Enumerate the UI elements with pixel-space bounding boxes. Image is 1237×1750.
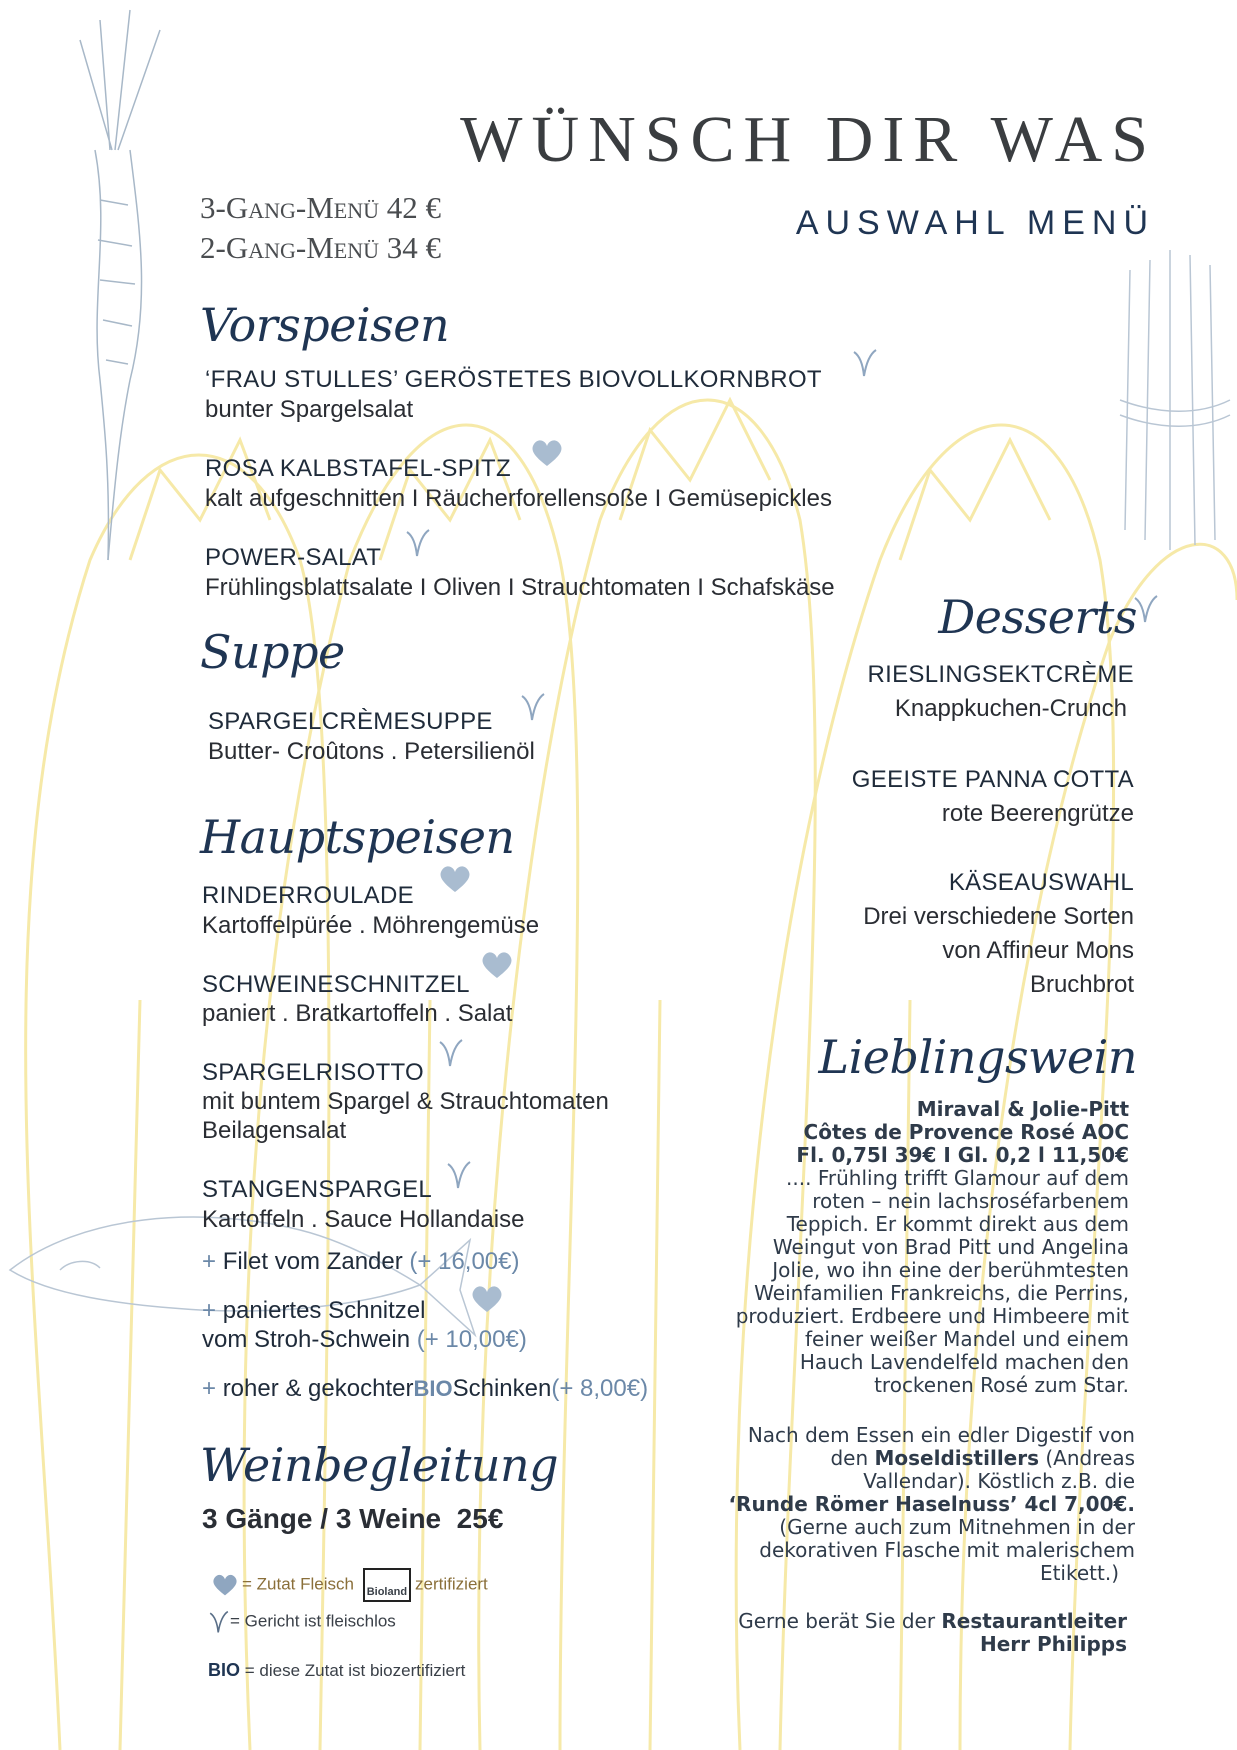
extra-option-zander: + Filet vom Zander (+ 16,00€) bbox=[202, 1248, 520, 1275]
dish-description: paniert . Bratkartoffeln . Salat bbox=[202, 1000, 513, 1027]
dish-name: SCHWEINESCHNITZEL bbox=[202, 971, 470, 998]
digestif-description: Nach dem Essen ein edler Digestif von den Moseldistillers (Andreas Vallendar). Köstlich z.B. die ‘Runde Römer Haselnuss’ 4cl 7,00€. (Gerne auch zum Mitnehmen in der dekorativen Flasche mit malerischem Etikett.) bbox=[728, 1423, 1135, 1585]
dish-name: GEEISTE PANNA COTTA bbox=[851, 766, 1134, 793]
dish-name: RIESLINGSEKTCRÈME bbox=[867, 661, 1134, 688]
veggie-icon bbox=[1133, 594, 1159, 624]
veggie-icon bbox=[405, 528, 431, 558]
dish-name: SPARGELCRÈMESUPPE bbox=[208, 708, 493, 735]
menu-price-2-gang: 2-Gang-Menü 34 € bbox=[200, 230, 441, 265]
dish-name: KÄSEAUSWAHL bbox=[948, 869, 1134, 896]
dish-name: ‘FRAU STULLES’ GERÖSTETES BIOVOLLKORNBROT bbox=[205, 366, 822, 393]
menu-price-3-gang: 3-Gang-Menü 42 € bbox=[200, 190, 441, 225]
page-subtitle: AUSWAHL MENÜ bbox=[795, 204, 1155, 242]
wine-price: Fl. 0,75l 39€ I Gl. 0,2 l 11,50€ bbox=[796, 1143, 1129, 1167]
veggie-icon bbox=[520, 692, 546, 722]
veggie-icon bbox=[208, 1610, 230, 1634]
dish-description: Frühlingsblattsalate I Oliven I Strauchtomaten I Schafskäse bbox=[205, 574, 835, 601]
section-heading-lieblingswein: Lieblingswein bbox=[818, 1030, 1137, 1084]
extra-option-schnitzel: + paniertes Schnitzel bbox=[202, 1297, 426, 1324]
section-heading-hauptspeisen: Hauptspeisen bbox=[200, 810, 515, 864]
wine-pairing-price: 3 Gänge / 3 Weine 25€ bbox=[202, 1503, 504, 1534]
wine-appellation: Côtes de Provence Rosé AOC bbox=[803, 1120, 1129, 1144]
extra-option-schnitzel-line2: vom Stroh-Schwein (+ 10,00€) bbox=[202, 1326, 527, 1353]
extra-option-schinken: + roher & gekochterBIOSchinken(+ 8,00€) bbox=[202, 1375, 649, 1402]
legend-veggie: = Gericht ist fleischlos bbox=[208, 1610, 396, 1634]
dish-description: kalt aufgeschnitten I Räucherforellensoße I Gemüsepickles bbox=[205, 485, 832, 512]
dish-description: mit buntem Spargel & Strauchtomaten bbox=[202, 1088, 609, 1115]
dish-name: SPARGELRISOTTO bbox=[202, 1059, 425, 1086]
bioland-heart-icon bbox=[438, 864, 472, 894]
dish-description: bunter Spargelsalat bbox=[205, 396, 414, 423]
dish-description: von Affineur Mons bbox=[942, 937, 1134, 964]
bioland-heart-icon bbox=[470, 1284, 504, 1314]
dish-description: Drei verschiedene Sorten bbox=[863, 903, 1134, 930]
dish-name: RINDERROULADE bbox=[202, 882, 414, 909]
dish-description: Beilagensalat bbox=[202, 1117, 347, 1144]
dish-description: Kartoffelpürée . Möhrengemüse bbox=[202, 912, 540, 939]
dish-description: rote Beerengrütze bbox=[941, 800, 1134, 827]
dish-name: POWER-SALAT bbox=[205, 544, 382, 571]
bioland-heart-icon bbox=[208, 1573, 242, 1597]
dish-name: ROSA KALBSTAFEL-SPITZ bbox=[205, 455, 511, 482]
bioland-heart-icon bbox=[530, 438, 564, 468]
advice-note: Gerne berät Sie der Restaurantleiter Herr Philipps bbox=[738, 1609, 1127, 1656]
veggie-icon bbox=[852, 348, 878, 378]
section-heading-suppe: Suppe bbox=[200, 625, 345, 679]
section-heading-vorspeisen: Vorspeisen bbox=[200, 298, 450, 352]
dish-description: Kartoffeln . Sauce Hollandaise bbox=[202, 1206, 525, 1233]
dish-name: STANGENSPARGEL bbox=[202, 1176, 433, 1203]
veggie-icon bbox=[438, 1038, 464, 1068]
bio-badge-icon: BIO bbox=[208, 1660, 241, 1680]
dish-description: Knappkuchen-Crunch bbox=[894, 695, 1127, 722]
bioland-heart-icon bbox=[480, 950, 514, 980]
veggie-icon bbox=[446, 1160, 472, 1190]
wine-description: Miraval & Jolie-Pitt Côtes de Provence Rosé AOC Fl. 0,75l 39€ I Gl. 0,2 l 11,50€ .... Frühling trifft Glamour auf dem roten – nein lachsroséfarbenem Teppich. Er kommt direkt aus dem Weingut von Brad Pitt und Angelina Jolie, wo ihn eine der berühmtesten Weinfamilien Frankreichs, die Perrins, produziert. Erdbeere und Himbeere mit feiner weißer Mandel und einem Hauch Lavendelfeld machen den trockenen Rosé zum Star. bbox=[609, 1098, 1129, 1397]
legend-bioland: = Zutat Fleisch Bioland zertifiziert bbox=[208, 1568, 488, 1602]
bio-badge-icon: BIO bbox=[413, 1376, 453, 1401]
section-heading-weinbegleitung: Weinbegleitung bbox=[200, 1438, 559, 1492]
dish-description: Butter- Croûtons . Petersilienöl bbox=[208, 738, 535, 765]
section-heading-desserts: Desserts bbox=[938, 590, 1137, 644]
legend-bio: BIO = diese Zutat ist biozertifiziert bbox=[208, 1660, 466, 1680]
page-title: WÜNSCH DIR WAS bbox=[460, 103, 1157, 176]
bioland-logo: Bioland bbox=[363, 1568, 411, 1602]
dish-description: Bruchbrot bbox=[1029, 971, 1134, 998]
wine-producer: Miraval & Jolie-Pitt bbox=[916, 1097, 1129, 1121]
